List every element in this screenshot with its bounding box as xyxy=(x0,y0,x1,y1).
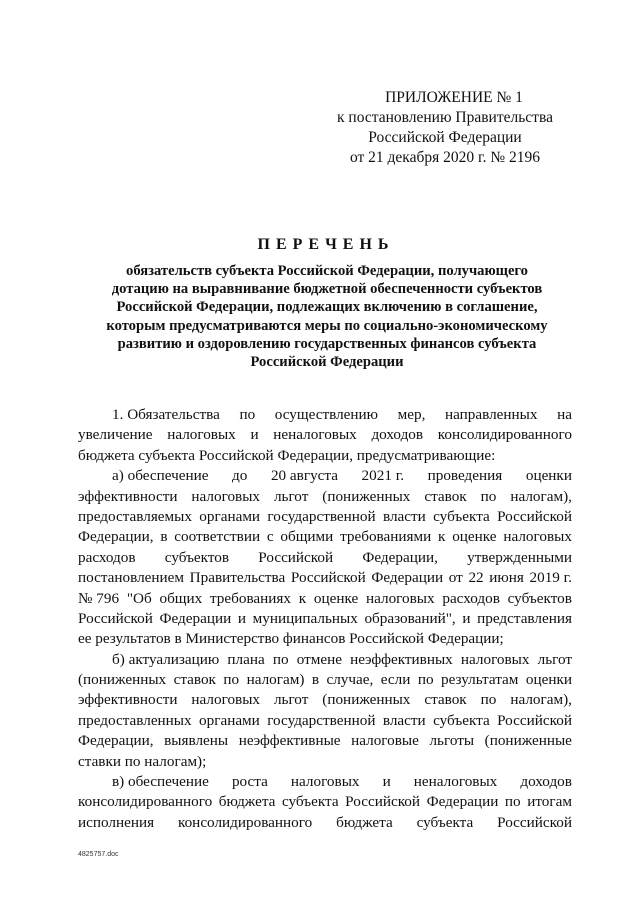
body-line xyxy=(78,507,572,527)
body-line xyxy=(78,568,572,588)
body-word: по xyxy=(223,671,240,689)
subtitle-line: Российской Федерации, подлежащих включению в соглашение, xyxy=(116,299,538,316)
body-word: субъекта xyxy=(416,813,474,831)
body-word: проведения xyxy=(427,467,503,485)
body-word: от xyxy=(448,569,463,587)
body-word: ее результатов в Министерство финансов Российской Федерации; xyxy=(78,630,504,648)
body-word: с xyxy=(266,528,274,546)
body-line xyxy=(78,792,572,812)
appendix-header xyxy=(320,88,570,168)
subtitle-line: дотацию на выравнивание бюджетной обеспеченности субъектов xyxy=(111,281,543,298)
body-word: итогам xyxy=(527,793,572,811)
body-line xyxy=(78,609,572,629)
body-word: (пониженные xyxy=(484,732,572,750)
body-word: и xyxy=(462,609,471,627)
body-word: консолидированного xyxy=(78,793,213,811)
body-line xyxy=(78,548,572,568)
body-word: на xyxy=(557,406,572,423)
body-word: налоговые xyxy=(351,732,419,750)
body-word: муниципальных xyxy=(252,609,358,627)
body-line xyxy=(78,589,572,609)
body-word: консолидированного xyxy=(177,813,313,831)
body-word: ставки по налогам); xyxy=(78,752,207,770)
body-word: Федерации xyxy=(426,793,499,811)
body-word: 2019 г. xyxy=(529,569,572,587)
body-word: органами xyxy=(199,711,260,729)
body-word: образований", xyxy=(364,609,456,627)
body-word: и xyxy=(382,773,391,791)
body-word: Российской xyxy=(78,609,153,627)
body-word: Правительства xyxy=(189,569,286,587)
body-word: налоговых xyxy=(366,589,435,607)
body-word: мер, xyxy=(397,406,426,423)
body-word: бюджета xyxy=(218,793,276,811)
body-word: налоговых xyxy=(191,691,261,709)
body-word: эффективности xyxy=(78,487,178,505)
document-title: ПЕРЕЧЕНЬ xyxy=(257,236,395,253)
body-word: до xyxy=(232,467,248,485)
document-subtitle xyxy=(78,262,576,371)
file-name-footer: 4825757.doc xyxy=(78,851,119,858)
body-word: оценке xyxy=(313,589,359,607)
body-word: бюджета субъекта Российской Федерации, предусматривающие: xyxy=(78,446,496,464)
appendix-date-number: от 21 декабря 2020 г. № 2196 xyxy=(349,149,541,166)
body-word: налоговых xyxy=(191,487,261,505)
body-word: утвержденными xyxy=(467,548,572,566)
body-word: государственной xyxy=(267,711,376,729)
body-word: 22 xyxy=(468,569,484,587)
body-line xyxy=(78,731,572,751)
body-line xyxy=(78,446,572,466)
body-word: субъектов xyxy=(507,589,572,607)
body-word: власти xyxy=(383,507,426,525)
body-word: в xyxy=(311,671,320,689)
body-word: неналоговых xyxy=(273,426,357,444)
body-word: в xyxy=(160,528,168,546)
body-line xyxy=(78,690,572,710)
body-line xyxy=(78,425,572,445)
body-word: случае, xyxy=(326,671,374,689)
body-word: (пониженных xyxy=(322,487,411,505)
body-word: по xyxy=(504,793,521,811)
body-word: (пониженных xyxy=(78,671,167,689)
body-word: неналоговых xyxy=(413,773,498,791)
body-word: по xyxy=(417,671,434,689)
body-word: предоставленных xyxy=(78,711,192,729)
body-word: государственной xyxy=(267,507,376,525)
body-line xyxy=(78,670,572,690)
body-word: Федерации, xyxy=(362,548,438,566)
body-word: предоставляемых xyxy=(78,507,192,525)
body-word: роста xyxy=(231,773,268,791)
body-word: доходов xyxy=(520,773,572,791)
body-word: субъекта xyxy=(281,793,339,811)
body-word: Федерации, xyxy=(78,732,154,750)
subtitle-line: которым предусматриваются меры по социально-экономическому xyxy=(106,317,548,334)
body-word: плана xyxy=(227,650,265,668)
body-word: 1. Обязательства xyxy=(112,406,220,423)
body-line xyxy=(78,711,572,731)
body-line xyxy=(78,752,572,772)
subtitle-line: обязательств субъекта Российской Федерации, получающего xyxy=(126,263,528,279)
body-word: Федерации xyxy=(159,609,232,627)
body-word: по xyxy=(480,691,497,709)
body-line xyxy=(78,650,572,670)
body-word: № 796 xyxy=(78,589,120,607)
body-word: налоговых xyxy=(290,773,360,791)
body-word: исполнения xyxy=(78,813,155,831)
body-word: налогам), xyxy=(510,487,572,505)
body-word: б) актуализацию xyxy=(112,650,220,668)
body-word: и xyxy=(237,609,247,627)
body-word: налогам), xyxy=(510,691,572,709)
body-word: льгот xyxy=(537,650,572,668)
body-word: общими xyxy=(280,528,334,546)
body-word: Российской xyxy=(497,507,572,525)
body-word: льгот xyxy=(273,691,309,709)
body-line xyxy=(78,466,572,486)
subtitle-line: Российской Федерации xyxy=(250,354,404,371)
body-word: неэффективных xyxy=(350,650,453,668)
appendix-authority: Российской Федерации xyxy=(368,129,522,146)
body-word: увеличение xyxy=(78,426,153,444)
body-word: оценки xyxy=(525,467,572,485)
body-word: эффективности xyxy=(78,691,178,709)
body-line xyxy=(78,405,572,425)
body-word: 2021 г. xyxy=(361,467,405,485)
body-word: расходов xyxy=(442,589,500,607)
appendix-reference: к постановлению Правительства xyxy=(337,109,553,126)
body-word: Российской xyxy=(345,793,421,811)
body-word: и xyxy=(250,426,259,444)
appendix-number: ПРИЛОЖЕНИЕ № 1 xyxy=(385,89,523,106)
body-word: к xyxy=(298,589,307,607)
body-word: Российской xyxy=(258,548,334,566)
body-word: льготы xyxy=(429,732,475,750)
body-word: 20 августа xyxy=(270,467,338,485)
body-word: Федерации, xyxy=(78,528,154,546)
body-word: в) обеспечение xyxy=(112,773,209,791)
body-word: органами xyxy=(199,507,261,525)
body-word: выявлены xyxy=(164,732,229,750)
body-word: Российской xyxy=(290,569,366,587)
body-word: льгот xyxy=(273,487,309,505)
body-word: ставок xyxy=(173,671,216,689)
body-word: ставок xyxy=(424,487,467,505)
body-word: по xyxy=(480,487,497,505)
body-word: представления xyxy=(477,609,572,627)
body-line xyxy=(78,772,572,792)
body-word: общих xyxy=(159,589,203,607)
body-word: власти xyxy=(382,711,426,729)
body-line xyxy=(78,629,572,649)
body-word: к xyxy=(438,528,446,546)
body-word: налоговых xyxy=(503,528,572,546)
body-line xyxy=(78,487,572,507)
body-word: расходов xyxy=(78,548,136,566)
body-word: требованиях xyxy=(209,589,292,607)
body-word: результатам xyxy=(441,671,519,689)
body-word: консолидированного xyxy=(437,426,572,444)
body-word: Российской xyxy=(497,711,572,729)
body-word: "Об xyxy=(126,589,152,607)
body-word: а) обеспечение xyxy=(112,467,209,485)
body-word: субъекта xyxy=(433,507,490,525)
body-word: июня xyxy=(489,569,524,587)
body-word: отмене xyxy=(296,650,342,668)
body-word: налогам) xyxy=(246,671,305,689)
body-word: доходов xyxy=(371,426,424,444)
body-word: (пониженных xyxy=(322,691,411,709)
body-word: требованиями xyxy=(340,528,432,546)
body-word: бюджета xyxy=(336,813,393,831)
body-word: налоговых xyxy=(460,650,530,668)
body-word: Российской xyxy=(497,813,572,831)
body-word: неэффективные xyxy=(238,732,341,750)
subtitle-line: развитию и оздоровлению государственных финансов субъекта xyxy=(117,335,537,352)
body-word: осуществлению xyxy=(274,406,378,423)
body-word: направленных xyxy=(445,406,538,423)
body-line xyxy=(78,813,572,833)
body-word: оценки xyxy=(525,671,572,689)
body-word: субъекта xyxy=(433,711,490,729)
body-word: соответствии xyxy=(174,528,261,546)
body-word: по xyxy=(239,406,256,423)
body-word: если xyxy=(380,671,411,689)
body-word: ставок xyxy=(424,691,467,709)
body-word: налоговых xyxy=(167,426,236,444)
body-word: субъектов xyxy=(164,548,230,566)
body-word: Федерации xyxy=(371,569,444,587)
body-word: оценке xyxy=(452,528,497,546)
body-word: по xyxy=(272,650,289,668)
body-line xyxy=(78,527,572,547)
document-body xyxy=(78,405,572,833)
body-word: постановлением xyxy=(78,569,185,587)
